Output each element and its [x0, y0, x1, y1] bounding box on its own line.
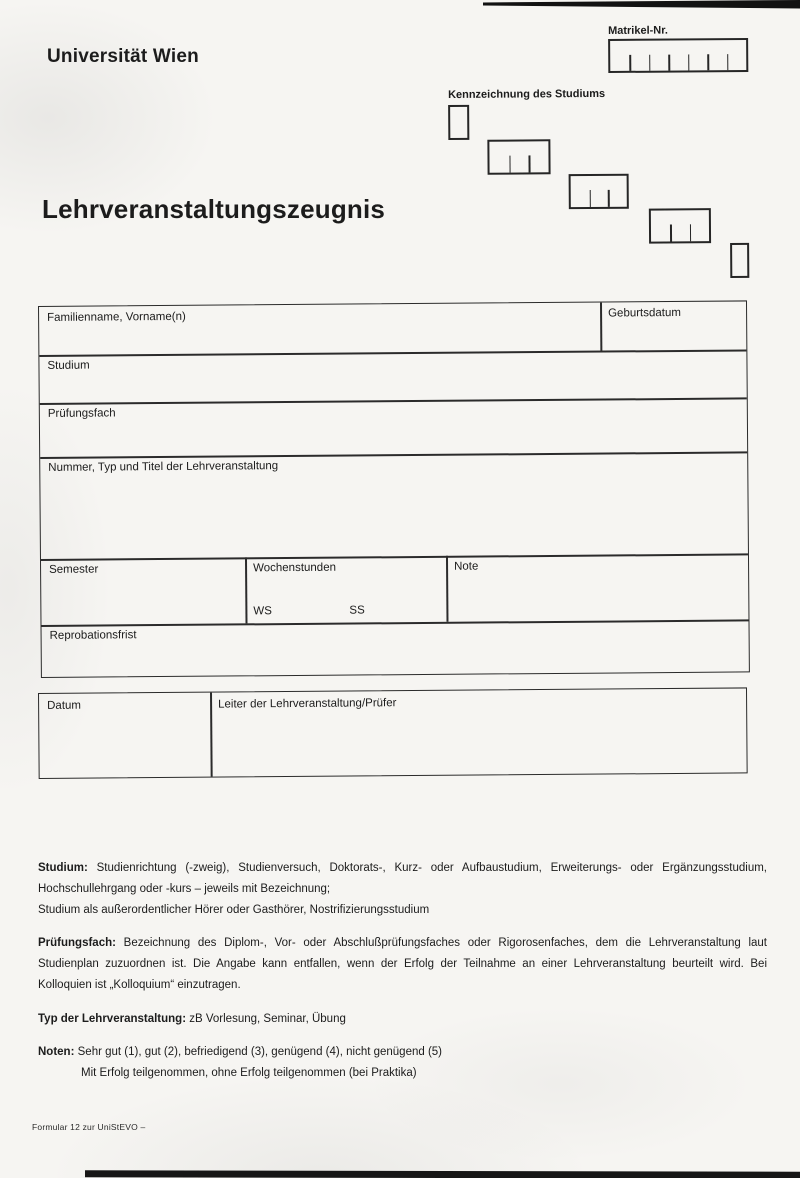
note-noten-lead: Noten: [38, 1046, 75, 1058]
datum-field-label: Datum [47, 699, 82, 712]
ws-label: WS [253, 605, 272, 618]
university-name: Universität Wien [47, 46, 199, 67]
lehrveranstaltung-field-label: Nummer, Typ und Titel der Lehrveranstaltung [48, 460, 279, 474]
studium-field-label: Studium [47, 359, 90, 372]
row-divider [41, 553, 748, 560]
scan-artifact-top-bar [0, 0, 800, 12]
semester-field-label: Semester [49, 563, 99, 576]
leiter-field-label: Leiter der Lehrveranstaltung/Prüfer [218, 697, 397, 711]
note-typ-lead: Typ der Lehrveranstaltung: [38, 1013, 187, 1025]
wochenstunden-field-label: Wochenstunden [253, 561, 337, 575]
note-pruefungsfach-body: Bezeichnung des Diplom-, Vor- oder Abschlußprüfungsfaches oder Rigorosenfaches, dem die Lehrveranstaltung laut Studienplan zuzuordnen ist. Die Angabe kann entfallen, wenn der Erfolg der Teilnahme an einer Lehrveranstaltung beurteilt wird. Bei Kolloquien ist „Kolloquium“ einzutragen. [38, 937, 768, 991]
row-divider [40, 397, 747, 404]
reprobationsfrist-field-label: Reprobationsfrist [49, 629, 137, 642]
kennzeichnung-group [448, 87, 758, 140]
note-typ [38, 1009, 767, 1030]
matrikel-label: Matrikel-Nr. [608, 24, 669, 37]
column-divider-wochenstunden [245, 557, 247, 623]
ss-label: SS [349, 604, 365, 617]
row-divider [42, 619, 749, 626]
note-typ-body: zB Vorlesung, Seminar, Übung [189, 1013, 346, 1025]
main-form-table [38, 300, 750, 678]
row-divider [40, 451, 747, 458]
page-title: Lehrveranstaltungszeugnis [42, 194, 386, 224]
pruefungsfach-field-label: Prüfungsfach [47, 407, 116, 420]
column-divider-note [446, 556, 448, 622]
note-studium [38, 858, 767, 921]
explanatory-notes [38, 858, 767, 1084]
note-studium-line2: Studium als außerordentlicher Hörer oder Gasthörer, Nostrifizierungsstudium [38, 904, 430, 916]
kennzeichnung-box-4 [649, 208, 711, 243]
kennzeichnung-box-3 [569, 174, 629, 209]
note-noten-line1: Sehr gut (1), gut (2), befriedigend (3), genügend (4), nicht genügend (5) [77, 1046, 443, 1058]
kennzeichnung-box-5 [730, 243, 749, 278]
scan-artifact-bottom-bar [85, 1170, 800, 1178]
note-field-label: Note [454, 560, 479, 573]
form-number-footnote: Formular 12 zur UniStEVO – [32, 1122, 146, 1132]
note-studium-body: Studienrichtung (-zweig), Studienversuch, Doktorats-, Kurz- oder Aufbaustudium, Erweiterungs- oder Ergänzungsstudium, Hochschullehrgang oder -kurs – jeweils mit Bezeichnung; [38, 862, 767, 895]
note-pruefungsfach-lead: Prüfungsfach: [38, 937, 116, 949]
kennzeichnung-boxes [448, 102, 758, 140]
signature-table [38, 687, 748, 779]
kennzeichnung-box-1 [448, 105, 469, 140]
column-divider-leiter [210, 693, 212, 777]
note-studium-lead: Studium: [38, 862, 88, 874]
geburtsdatum-field-label: Geburtsdatum [608, 306, 681, 320]
note-pruefungsfach [38, 933, 767, 996]
note-noten-line2: Mit Erfolg teilgenommen, ohne Erfolg teilgenommen (bei Praktika) [81, 1067, 417, 1079]
row-divider [39, 349, 746, 356]
column-divider-geburtsdatum [600, 303, 602, 351]
familienname-field-label: Familienname, Vorname(n) [47, 310, 186, 324]
note-noten [38, 1042, 767, 1084]
kennzeichnung-label: Kennzeichnung des Studiums [448, 87, 606, 101]
kennzeichnung-box-2 [487, 139, 550, 174]
matrikel-group [608, 24, 758, 73]
matrikel-number-box [608, 38, 748, 73]
